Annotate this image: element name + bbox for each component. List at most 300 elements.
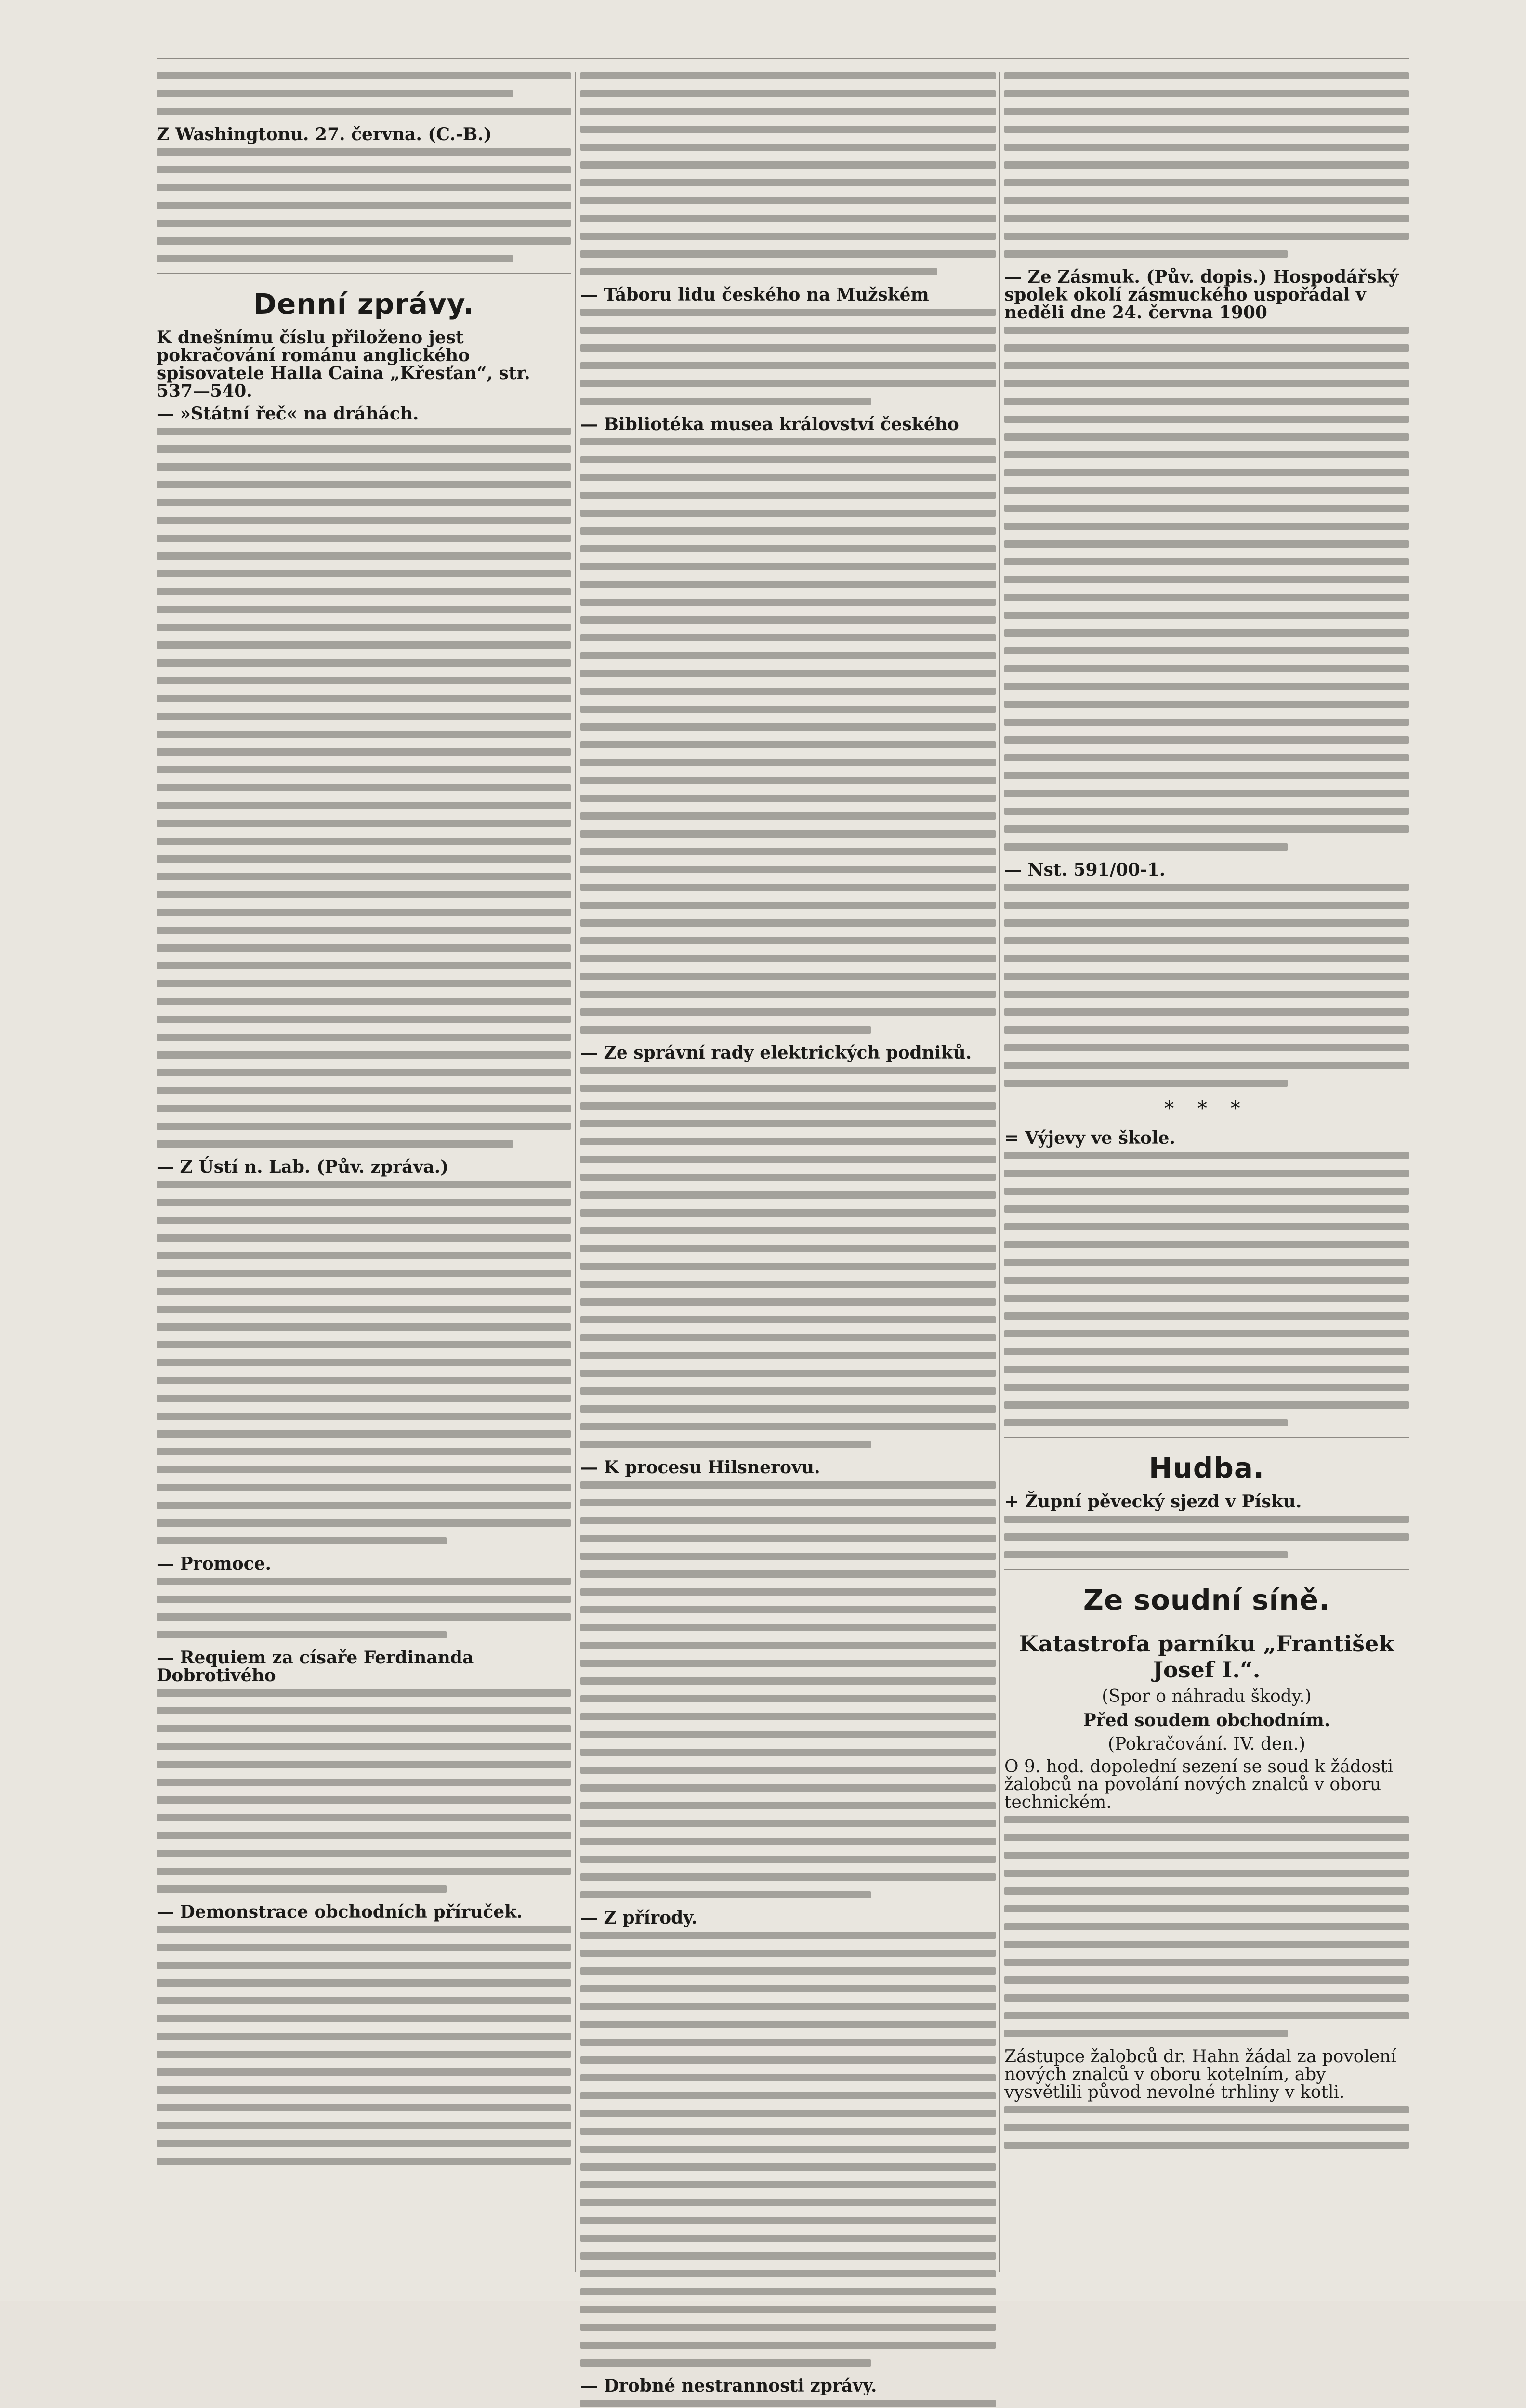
text-line [580, 1985, 996, 1992]
article-zasmuky: — Ze Zásmuk. (Pův. dopis.) Hospodářský spolek okolí zásmuckého uspořádal v neděli dne 24. června 1900 [1004, 267, 1399, 323]
text-line [157, 1234, 571, 1242]
text-line [1004, 1152, 1409, 1159]
text-line [1004, 1941, 1409, 1948]
text-line [1004, 576, 1409, 583]
text-line [1004, 1241, 1409, 1248]
column-2 [580, 72, 996, 2396]
text-line [580, 1677, 996, 1685]
text-line [157, 1051, 571, 1059]
text-line [1004, 1170, 1409, 1177]
text-line [580, 1570, 996, 1578]
text-line [580, 599, 996, 606]
text-line [1004, 1816, 1409, 1823]
text-line [1004, 937, 1409, 944]
text-line [580, 344, 996, 352]
column-divider [575, 72, 576, 2272]
text-line [157, 891, 571, 898]
article-museum-library: — Bibliotéka musea království českého [580, 414, 959, 434]
section-title-court: Ze soudní síně. [1083, 1584, 1330, 1616]
text-line [157, 1323, 571, 1331]
article-requiem: — Requiem za císaře Ferdinanda Dobrotivého [157, 1648, 474, 1686]
text-line [157, 1270, 571, 1277]
text-line [1004, 884, 1409, 891]
text-line [1004, 1223, 1409, 1230]
text-line [580, 634, 996, 641]
text-line [157, 499, 571, 506]
article-demonstration: — Demonstrace obchodních příruček. [157, 1902, 523, 1922]
text-line [1004, 754, 1409, 761]
text-line [157, 944, 571, 952]
text-line [157, 535, 571, 542]
text-line [1004, 1887, 1409, 1895]
text-line [580, 309, 996, 316]
text-line [1004, 144, 1409, 151]
text-line [580, 2039, 996, 2046]
text-line [157, 1105, 571, 1112]
text-line [157, 517, 571, 524]
article-choir-festival: + Župní pěvecký sjezd v Písku. [1004, 1492, 1302, 1512]
text-line [157, 2086, 571, 2094]
text-line [157, 1926, 571, 1933]
text-line [1004, 416, 1409, 423]
text-line [157, 1341, 571, 1348]
text-line [1004, 1419, 1288, 1426]
text-line [580, 233, 996, 240]
text-line [157, 148, 571, 156]
text-line [580, 1370, 996, 1377]
section-title-music: Hudba. [1148, 1452, 1265, 1484]
text-line [580, 1873, 996, 1881]
text-line [580, 1820, 996, 1827]
text-line [580, 2056, 996, 2064]
text-line [157, 1537, 447, 1544]
text-line [580, 380, 996, 387]
text-line [580, 161, 996, 169]
text-line [157, 1962, 571, 1969]
section-stars: * * * [1164, 1098, 1249, 1120]
text-line [580, 1967, 996, 1975]
text-line [1004, 1852, 1409, 1859]
text-line [580, 1499, 996, 1506]
text-line [580, 795, 996, 802]
text-line [1004, 955, 1409, 962]
text-line [1004, 919, 1409, 927]
text-line [580, 706, 996, 713]
text-line [1004, 1834, 1409, 1841]
text-line [157, 695, 571, 702]
text-line [580, 1138, 996, 1145]
text-line [1004, 736, 1409, 744]
text-line [580, 1026, 871, 1034]
text-line [580, 884, 996, 891]
text-line [580, 2110, 996, 2117]
text-line [157, 713, 571, 720]
text-line [580, 2003, 996, 2010]
text-line [580, 2146, 996, 2153]
text-line [1004, 108, 1409, 115]
text-line [580, 1209, 996, 1217]
text-line [580, 1316, 996, 1323]
article-small-news: — Drobné nestrannosti zprávy. [580, 2376, 877, 2396]
text-line [580, 1481, 996, 1489]
text-line [1004, 197, 1409, 204]
text-line [1004, 215, 1409, 222]
text-line [580, 1191, 996, 1199]
text-line [580, 1731, 996, 1738]
text-line [1004, 90, 1409, 97]
text-line [580, 1624, 996, 1631]
text-line [580, 1423, 996, 1430]
text-line [157, 1181, 571, 1188]
top-rule [157, 58, 1409, 59]
text-line [580, 1102, 996, 1110]
text-line [580, 2128, 996, 2135]
text-line [1004, 825, 1409, 833]
text-line [580, 1784, 996, 1792]
text-line [157, 820, 571, 827]
text-line [157, 2104, 571, 2111]
text-line [157, 184, 571, 191]
text-line [157, 463, 571, 471]
text-line [157, 2051, 571, 2058]
text-line [580, 955, 996, 962]
text-line [580, 268, 937, 275]
text-line [580, 327, 996, 334]
text-line [1004, 683, 1409, 690]
text-line [580, 1856, 996, 1863]
text-line [1004, 1295, 1409, 1302]
text-line [157, 659, 571, 667]
text-line [580, 362, 996, 369]
text-line [580, 1387, 996, 1395]
text-line [1004, 523, 1409, 530]
text-line [580, 1588, 996, 1596]
court-paragraph-2: Zástupce žalobců dr. Hahn žádal za povolení nových znalců v oboru kotelním, aby vysvětlili původ nevolné trhliny v kotli. [1004, 2047, 1396, 2102]
text-line [580, 777, 996, 784]
text-line [580, 527, 996, 535]
text-line [157, 108, 571, 115]
text-line [157, 1761, 571, 1768]
text-line [157, 1885, 447, 1893]
text-line [157, 2015, 571, 2022]
text-line [580, 197, 996, 204]
text-line [1004, 1994, 1409, 2002]
text-line [157, 1306, 571, 1313]
text-line [580, 2400, 996, 2407]
text-line [1004, 433, 1409, 441]
text-line [1004, 701, 1409, 708]
text-line [157, 962, 571, 969]
text-line [580, 973, 996, 980]
text-line [580, 2235, 996, 2242]
article-usti: — Z Ústí n. Lab. (Pův. zpráva.) [157, 1157, 449, 1177]
text-line [1004, 2142, 1409, 2149]
text-line [157, 570, 571, 577]
text-line [157, 2068, 571, 2076]
text-line [1004, 1551, 1288, 1558]
text-line [1004, 665, 1409, 672]
text-line [580, 759, 996, 766]
text-line [157, 552, 571, 560]
text-line [157, 1034, 571, 1041]
text-line [1004, 344, 1409, 352]
text-line [157, 1979, 571, 1987]
text-line [580, 2181, 996, 2188]
text-line [580, 398, 871, 405]
text-line [580, 144, 996, 151]
text-line [1004, 380, 1409, 387]
text-line [1004, 1026, 1409, 1034]
text-line [580, 2324, 996, 2331]
text-line [157, 1252, 571, 1259]
text-line [157, 2158, 571, 2165]
text-line [580, 2163, 996, 2171]
text-line [157, 1689, 571, 1697]
text-line [580, 72, 996, 79]
article-promotion: — Promoce. [157, 1554, 272, 1574]
text-line [157, 748, 571, 756]
text-line [1004, 1188, 1409, 1195]
text-line [580, 1932, 996, 1939]
text-line [580, 866, 996, 873]
text-line [1004, 1205, 1409, 1213]
text-line [580, 2288, 996, 2295]
text-line [1004, 1044, 1409, 1051]
text-line [580, 2306, 996, 2313]
text-line [157, 927, 571, 934]
text-line [580, 1281, 996, 1288]
text-line [157, 784, 571, 791]
text-line [157, 1796, 571, 1804]
text-line [157, 445, 571, 453]
text-line [157, 72, 571, 79]
text-line [157, 1288, 571, 1295]
text-line [1004, 719, 1409, 726]
article-subtitle-2: Před soudem obchodním. [1083, 1710, 1330, 1730]
text-line [580, 179, 996, 186]
text-line [580, 492, 996, 499]
text-line [580, 2359, 871, 2367]
text-line [1004, 398, 1409, 405]
text-line [580, 1245, 996, 1252]
text-line [1004, 161, 1409, 169]
text-line [1004, 1062, 1409, 1069]
text-line [580, 1553, 996, 1560]
text-line [1004, 1516, 1409, 1523]
text-line [157, 1519, 571, 1527]
text-line [580, 2199, 996, 2206]
text-line [580, 991, 996, 998]
text-line [580, 510, 996, 517]
text-line [1004, 179, 1409, 186]
court-paragraph-1: O 9. hod. dopolední sezení se soud k žádosti žalobců na povolání nových znalců v oboru technickém. [1004, 1757, 1394, 1812]
text-line [157, 1707, 571, 1714]
text-line [157, 237, 571, 245]
text-line [1004, 902, 1409, 909]
section-separator [1004, 1437, 1409, 1438]
text-line [157, 1502, 571, 1509]
text-line [157, 220, 571, 227]
text-line [157, 90, 513, 97]
text-line [157, 624, 571, 631]
text-line [1004, 991, 1409, 998]
text-line [157, 481, 571, 488]
section-separator [157, 273, 571, 274]
text-line [157, 1725, 571, 1732]
text-line [580, 1950, 996, 1957]
text-line [1004, 487, 1409, 494]
article-subtitle-3: (Pokračování. IV. den.) [1107, 1734, 1306, 1754]
text-line [580, 1352, 996, 1359]
text-line [157, 606, 571, 613]
text-line [157, 1395, 571, 1402]
text-line [157, 1123, 571, 1130]
article-electric-enterprises: — Ze správní rady elektrických podniků. [580, 1043, 972, 1063]
text-line [580, 2074, 996, 2081]
text-line [1004, 233, 1409, 240]
text-line [580, 1405, 996, 1413]
text-line [580, 108, 996, 115]
text-line [157, 1850, 571, 1857]
text-line [157, 838, 571, 845]
text-line [157, 1413, 571, 1420]
text-line [157, 731, 571, 738]
text-line [1004, 1366, 1409, 1373]
article-tabor: — Táboru lidu českého na Mužském [580, 285, 929, 305]
text-line [157, 428, 571, 435]
text-line [580, 1749, 996, 1756]
text-line [580, 126, 996, 133]
text-line [580, 438, 996, 445]
text-line [580, 1713, 996, 1720]
text-line [580, 1120, 996, 1127]
text-line [1004, 1533, 1409, 1541]
text-line [1004, 1870, 1409, 1877]
text-line [1004, 469, 1409, 476]
text-line [157, 1016, 571, 1023]
text-line [1004, 1923, 1409, 1930]
text-line [157, 202, 571, 209]
text-line [580, 581, 996, 588]
text-line [157, 1997, 571, 2004]
text-line [157, 641, 571, 649]
text-line [157, 1448, 571, 1455]
text-line [1004, 594, 1409, 601]
text-line [1004, 843, 1288, 851]
text-line [580, 1838, 996, 1845]
text-line [157, 909, 571, 916]
text-line [1004, 72, 1409, 79]
text-line [1004, 327, 1409, 334]
text-line [580, 2252, 996, 2260]
column-1 [157, 72, 571, 2272]
text-line [157, 873, 571, 880]
section-title-daily-news: Denní zprávy. [253, 288, 474, 320]
text-line [580, 902, 996, 909]
article-correction: — Nst. 591/00-1. [1004, 860, 1166, 880]
text-line [580, 919, 996, 927]
text-line [580, 830, 996, 838]
text-line [1004, 1008, 1409, 1016]
text-line [1004, 1348, 1409, 1355]
text-line [1004, 451, 1409, 458]
text-line [157, 1814, 571, 1821]
text-line [580, 1695, 996, 1702]
text-line [580, 1334, 996, 1341]
text-line [580, 1891, 871, 1898]
text-line [157, 980, 571, 987]
text-line [157, 2140, 571, 2147]
text-line [580, 1067, 996, 1074]
text-line [157, 1596, 571, 1603]
text-line [1004, 790, 1409, 797]
text-line [580, 1174, 996, 1181]
text-line [580, 2021, 996, 2028]
text-line [1004, 1905, 1409, 1912]
text-line [580, 1767, 996, 1774]
text-line [1004, 1384, 1409, 1391]
text-line [580, 250, 996, 258]
text-line [580, 90, 996, 97]
text-line [1004, 1330, 1409, 1337]
text-line [1004, 558, 1409, 565]
text-line [157, 1868, 571, 1875]
supplement-notice: K dnešnímu číslu přiloženo jest pokračování románu anglického spisovatele Halla Caina „Křesťan“, str. 537—540. [157, 327, 530, 401]
text-line [580, 1227, 996, 1234]
text-line [580, 812, 996, 820]
text-line [157, 1484, 571, 1491]
text-line [580, 1517, 996, 1524]
text-line [157, 166, 571, 173]
article-hilsner: — K procesu Hilsnerovu. [580, 1457, 820, 1478]
text-line [580, 1298, 996, 1306]
text-line [1004, 1080, 1288, 1087]
text-line [580, 723, 996, 731]
text-line [1004, 973, 1409, 980]
text-line [580, 688, 996, 695]
article-state-language: — »Státní řeč« na dráhách. [157, 404, 419, 424]
text-line [580, 1535, 996, 1542]
text-line [157, 855, 571, 863]
text-line [1004, 1277, 1409, 1284]
text-line [157, 1140, 513, 1148]
text-line [157, 1087, 571, 1094]
text-line [1004, 1401, 1409, 1409]
text-line [1004, 126, 1409, 133]
text-line [580, 937, 996, 944]
text-line [580, 1085, 996, 1092]
article-title-steamer: Katastrofa parníku „František Josef I.“. [1019, 1631, 1394, 1683]
text-line [1004, 1959, 1409, 1966]
text-line [157, 1578, 571, 1585]
text-line [580, 2217, 996, 2224]
text-line [580, 215, 996, 222]
text-line [1004, 1976, 1409, 1984]
text-line [157, 2033, 571, 2040]
text-line [580, 1156, 996, 1163]
text-line [157, 1466, 571, 1473]
text-line [157, 1199, 571, 1206]
section-separator [1004, 1569, 1409, 1570]
text-line [1004, 612, 1409, 619]
text-line [580, 670, 996, 677]
text-line [580, 1660, 996, 1667]
text-line [580, 1606, 996, 1613]
text-line [157, 1069, 571, 1076]
article-nature: — Z přírody. [580, 1908, 697, 1928]
text-line [157, 1377, 571, 1384]
text-line [1004, 2030, 1288, 2037]
